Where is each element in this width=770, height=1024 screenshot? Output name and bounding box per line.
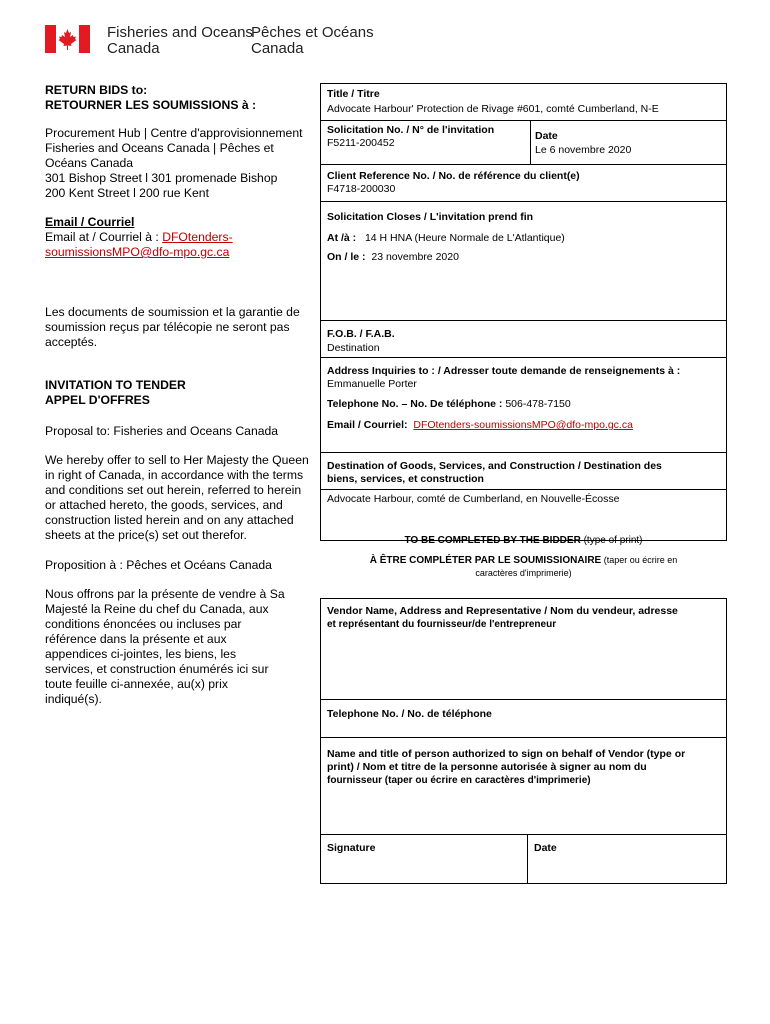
proposal-to: Proposal to: Fisheries and Oceans Canada <box>45 424 279 438</box>
signature-field[interactable]: Signature <box>327 842 376 854</box>
divider <box>530 120 531 164</box>
title-field: Title / Titre Advocate Harbour' Protection de Rivage #601, comté Cumberland, N-E <box>327 88 659 115</box>
canada-flag-icon <box>45 25 90 53</box>
divider <box>320 357 727 358</box>
department-name-fr: Pêches et Océans Canada <box>251 24 374 57</box>
fob-field: F.O.B. / F.A.B. Destination <box>327 328 395 354</box>
telephone-field: Telephone No. – No. De téléphone : 506-478-7150 <box>327 398 571 410</box>
closes-date: On / le : 23 novembre 2020 <box>327 251 459 263</box>
email-block <box>45 230 233 260</box>
divider <box>320 120 727 121</box>
destination-value: Advocate Harbour, comté de Cumberland, en Nouvelle-Écosse <box>327 493 620 505</box>
divider <box>320 164 727 165</box>
department-name-en: Fisheries and Oceans Canada <box>107 24 253 57</box>
divider <box>320 489 727 490</box>
authorized-person-field[interactable]: Name and title of person authorized to sign on behalf of Vendor (type or print) / Nom et titre de la personne autorisée à signer au nom du fournisseur (taper ou écrire en caractères d'imprimerie) <box>327 748 686 786</box>
offer-en: We hereby offer to sell to Her Majesty the Queen in right of Canada, in accordance with the terms and conditions set out herein, referred to herein or attached hereto, the goods, services, and construction listed herein and on any attached sheets at the price(s) set out therefor. <box>45 453 309 542</box>
email-heading: Email / Courriel <box>45 215 135 229</box>
vendor-name-field[interactable]: Vendor Name, Address and Representative / Nom du vendeur, adresse et représentant du fournisseur/de l'entrepreneur <box>327 605 678 630</box>
closes-time: At /à : 14 H HNA (Heure Normale de L'Atlantique) <box>327 232 565 244</box>
email-link[interactable]: DFOtenders- <box>162 230 233 244</box>
return-bids-heading: RETURN BIDS to: RETOURNER LES SOUMISSIONS à : <box>45 83 257 112</box>
fax-note: Les documents de soumission et la garantie de soumission reçus par télécopie ne seront pas acceptés. <box>45 305 300 349</box>
bidder-instruction-fr: À ÊTRE COMPLÉTER PAR LE SOUMISSIONAIRE (taper ou écrire en caractères d'imprimerie) <box>369 555 678 578</box>
divider <box>320 452 727 453</box>
divider <box>320 320 727 321</box>
divider <box>320 201 727 202</box>
email-link-cont[interactable]: soumissionsMPO@dfo-mpo.gc.ca <box>45 245 230 259</box>
divider <box>527 834 528 884</box>
invitation-heading: INVITATION TO TENDER APPEL D'OFFRES <box>45 378 186 407</box>
offer-fr: Nous offrons par la présente de vendre à Sa Majesté la Reine du chef du Canada, aux conditions énoncées ou incluses par référence dans la présente et aux appendices ci-jointes, les biens, les services, et construction énumérés ici sur toute feuille ci-annexée, au(x) prix indiqué(s). <box>45 587 285 706</box>
vendor-telephone-field[interactable]: Telephone No. / No. de téléphone <box>327 708 492 720</box>
date-field: Date Le 6 novembre 2020 <box>535 130 632 156</box>
closes-label: Solicitation Closes / L'invitation prend fin <box>327 211 534 223</box>
signature-date-field[interactable]: Date <box>534 842 557 854</box>
inquiries-email-link[interactable]: DFOtenders-soumissionsMPO@dfo-mpo.gc.ca <box>413 419 633 431</box>
return-address: Procurement Hub | Centre d'approvisionnement Fisheries and Oceans Canada | Pêches et Océans Canada 301 Bishop Street l 301 promenade Bishop 200 Kent Street l 200 rue Kent <box>45 126 303 200</box>
proposition: Proposition à : Pêches et Océans Canada <box>45 558 272 572</box>
inquiries-email-field: Email / Courriel: DFOtenders-soumissionsMPO@dfo-mpo.gc.ca <box>327 419 633 431</box>
inquiries-field: Address Inquiries to : / Adresser toute demande de renseignements à : Emmanuelle Porter <box>327 365 681 390</box>
destination-field: Destination of Goods, Services, and Construction / Destination des biens, services, et construction <box>327 460 662 485</box>
divider <box>320 699 727 700</box>
divider <box>320 737 727 738</box>
email-prefix: Email at / Courriel à : <box>45 230 163 244</box>
divider <box>320 834 727 835</box>
bidder-instruction-en: TO BE COMPLETED BY THE BIDDER (type of print) <box>404 535 643 546</box>
client-reference-field: Client Reference No. / No. de référence du client(e) F4718-200030 <box>327 170 580 195</box>
vendor-info-box <box>320 598 727 884</box>
solicitation-field: Solicitation No. / N° de l'invitation F5211-200452 <box>327 124 495 149</box>
